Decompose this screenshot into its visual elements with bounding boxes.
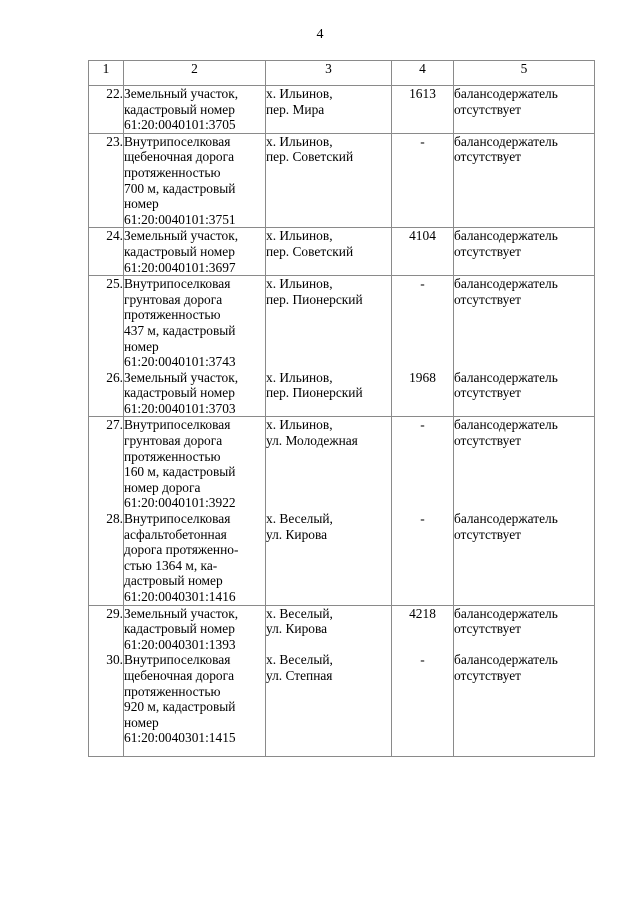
object-name: Земельный участок, кадастровый номер 61:20:0040301:1393 [124,605,239,652]
object-address: х. Ильинов, пер. Пионерский [266,369,363,401]
object-address: х. Веселый, ул. Степная [266,652,333,683]
balance-holder: балансодержатель отсутствует [454,276,558,307]
object-area: 4104 [392,228,454,276]
row-number: 24. [89,228,124,276]
balance-holder: балансодержатель отсутствует [454,86,558,117]
object-area: - [392,417,454,511]
object-area: 1613 [392,86,454,134]
row-number: 29. [89,605,124,652]
object-name: Внутрипоселковая грунтовая дорога протяженностью 437 м, кадастровый номер 61:20:0040101:3743 [124,276,236,370]
table-row [89,228,595,276]
balance-holder: балансодержатель отсутствует [454,605,558,637]
balance-holder: балансодержатель отсутствует [454,417,558,449]
object-name: Внутрипоселковая щебеночная дорога протяженностью 700 м, кадастровый номер 61:20:0040101:3751 [124,133,236,227]
table-row [89,605,595,652]
row-number: 26. [89,370,124,417]
object-address: х. Ильинов, ул. Молодежная [266,417,358,449]
table-row [89,511,595,605]
object-area: 1968 [392,370,454,417]
table-row [89,417,595,511]
object-address: х. Ильинов, пер. Пионерский [266,276,363,307]
balance-holder: балансодержатель отсутствует [454,133,558,165]
column-header-3: 3 [266,61,392,86]
object-address: х. Ильинов, пер. Советский [266,133,354,165]
object-name: Внутрипоселковая щебеночная дорога протяженностью 920 м, кадастровый номер 61:20:0040301:1415 [124,652,236,746]
column-header-5: 5 [454,61,595,86]
object-name: Внутрипоселковая асфальтобетонная дорога протяженно- стью 1364 м, ка- дастровый номер 61:20:0040301:1416 [124,511,239,604]
object-area: - [392,276,454,370]
object-name: Внутрипоселковая грунтовая дорога протяженностью 160 м, кадастровый номер дорога 61:20:0040101:3922 [124,417,236,511]
table-row [89,133,595,228]
object-area: - [392,511,454,605]
table-header-row [89,61,595,86]
row-number: 23. [89,133,124,228]
column-header-2: 2 [124,61,266,86]
row-number: 25. [89,276,124,370]
table-row [89,652,595,756]
balance-holder: балансодержатель отсутствует [454,652,558,683]
page-number: 4 [316,27,324,42]
row-number: 22. [89,86,124,134]
column-header-1: 1 [89,61,124,86]
table-row [89,86,595,134]
object-name: Земельный участок, кадастровый номер 61:20:0040101:3705 [124,86,239,133]
object-address: х. Ильинов, пер. Советский [266,228,354,259]
table-row [89,276,595,370]
column-header-4: 4 [392,61,454,86]
row-number: 27. [89,417,124,511]
object-address: х. Веселый, ул. Кирова [266,605,333,637]
object-address: х. Веселый, ул. Кирова [266,511,333,542]
balance-holder: балансодержатель отсутствует [454,369,558,401]
object-area: - [392,652,454,756]
row-number: 28. [89,511,124,605]
object-name: Земельный участок, кадастровый номер 61:20:0040101:3703 [124,369,239,416]
row-number: 30. [89,652,124,756]
balance-holder: балансодержатель отсутствует [454,228,558,259]
object-area: 4218 [392,605,454,652]
object-area: - [392,133,454,228]
table-row [89,370,595,417]
object-address: х. Ильинов, пер. Мира [266,86,333,117]
property-registry-table [88,60,595,757]
object-name: Земельный участок, кадастровый номер 61:20:0040101:3697 [124,228,239,275]
balance-holder: балансодержатель отсутствует [454,511,558,542]
